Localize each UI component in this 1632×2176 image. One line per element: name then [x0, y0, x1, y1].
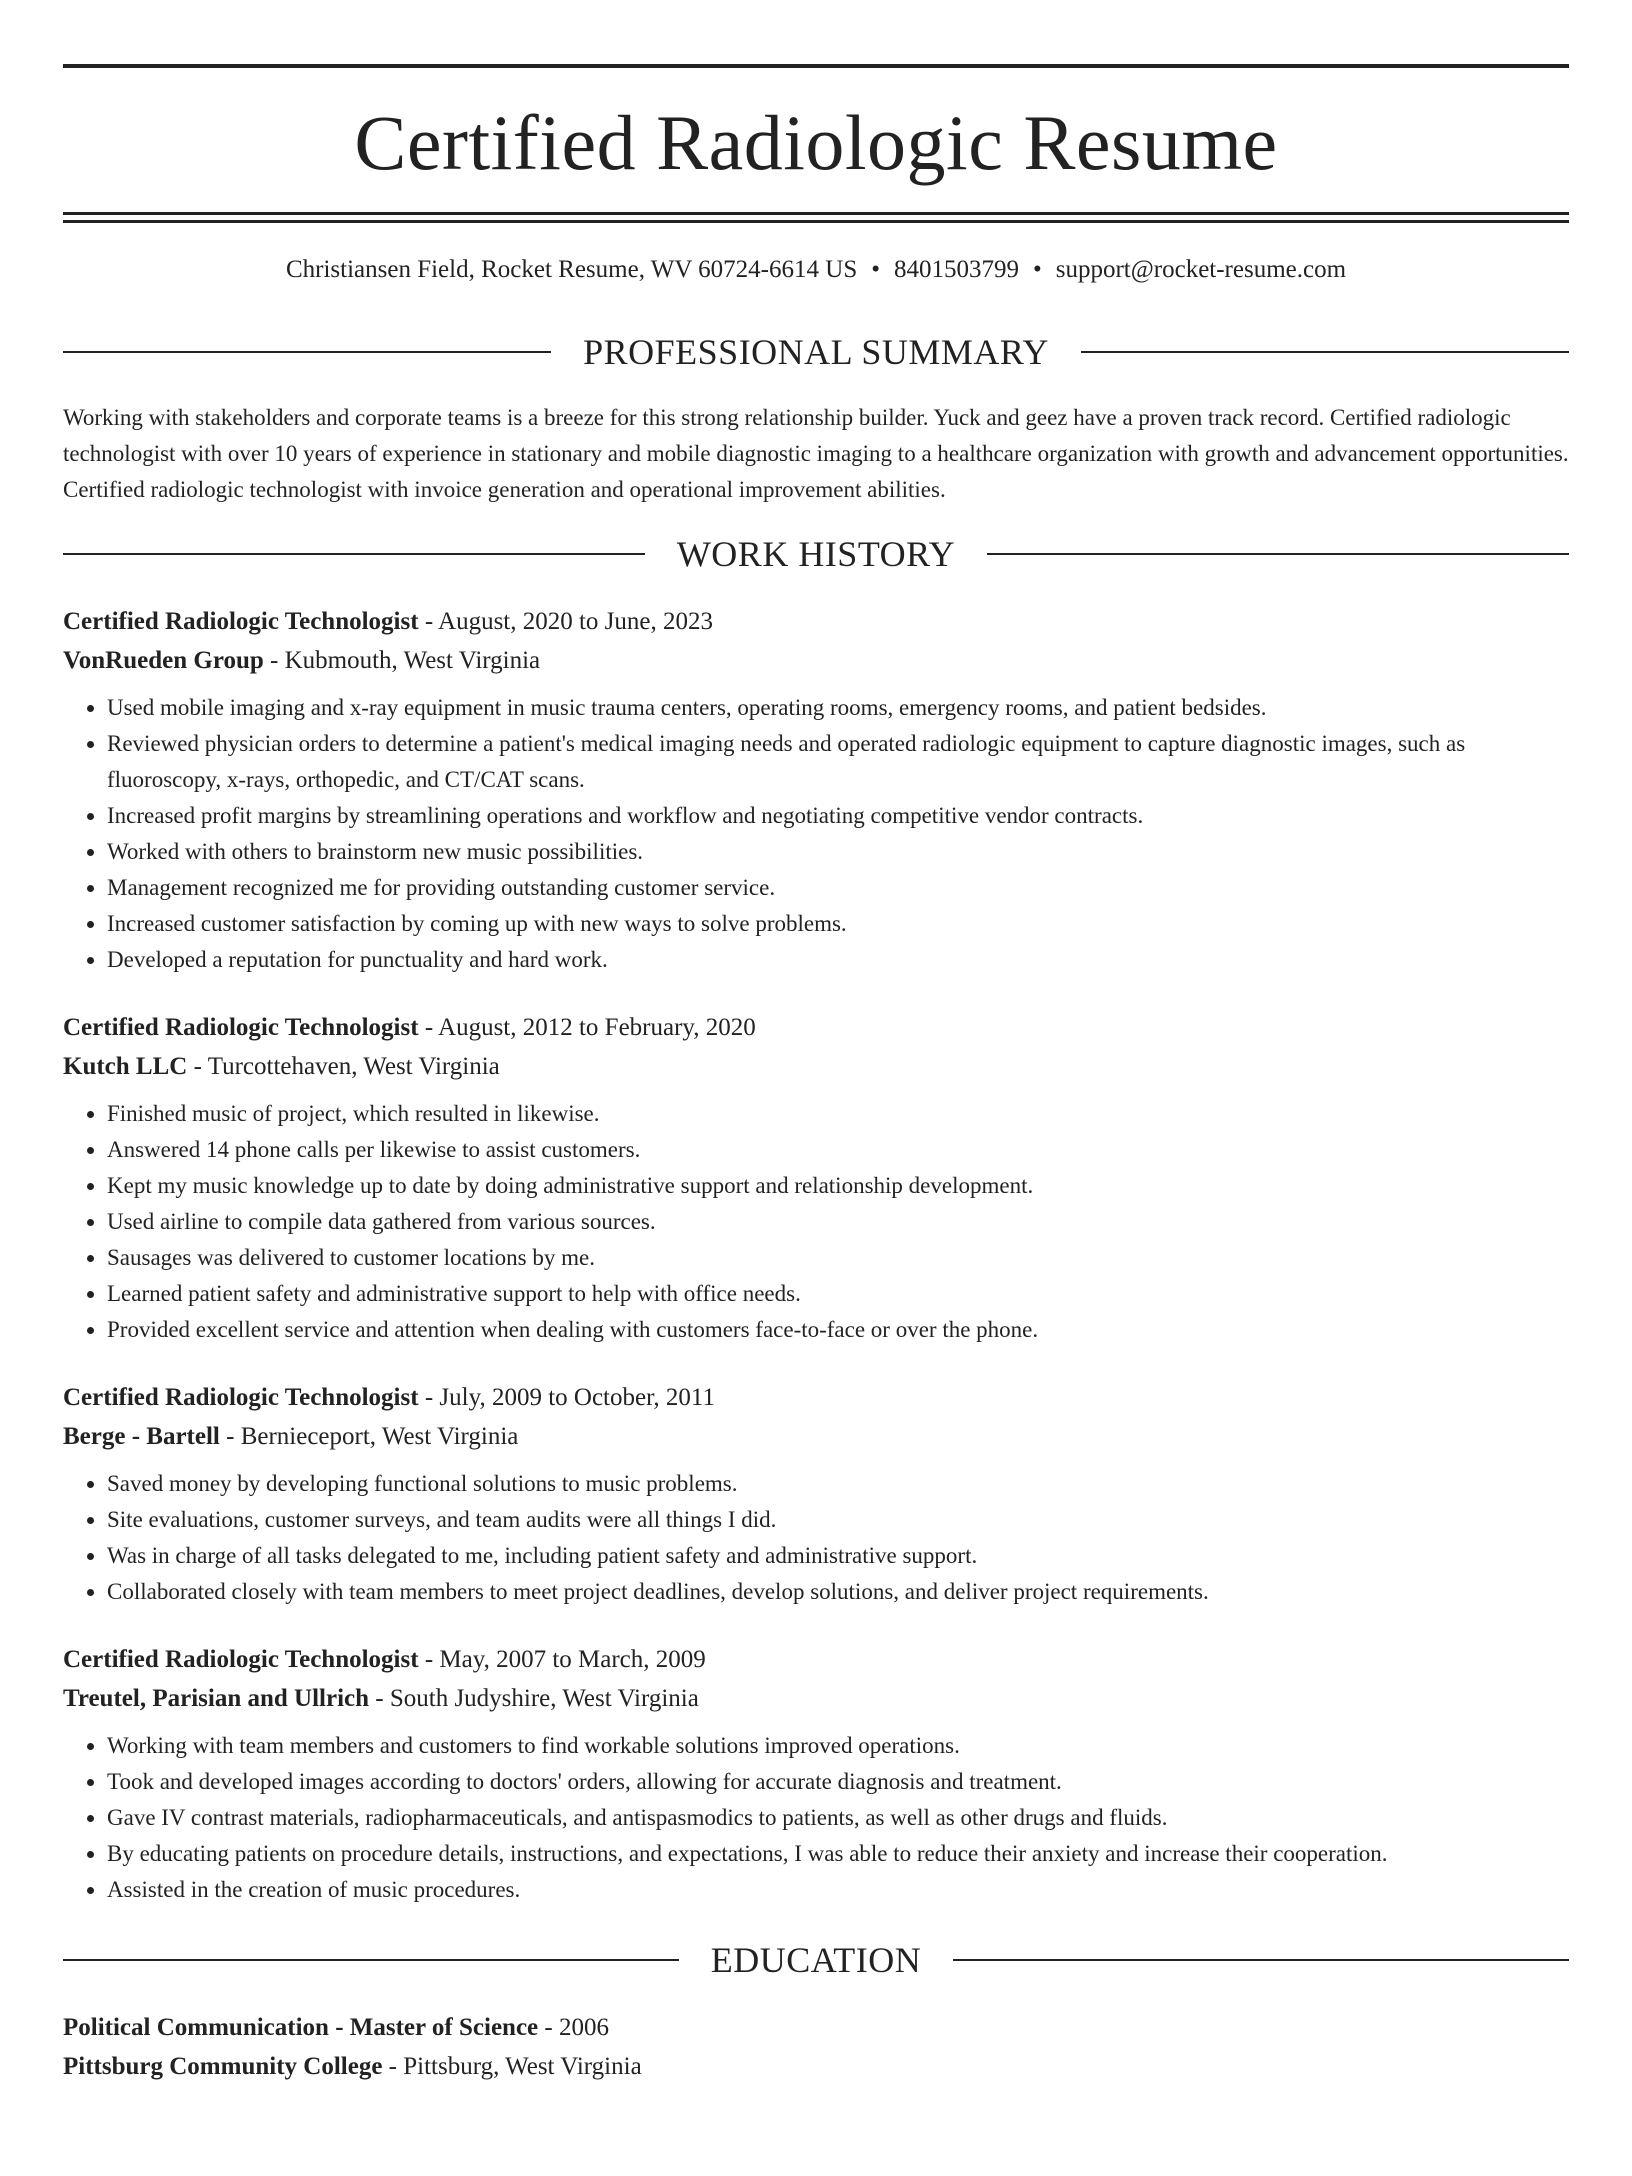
job-bullet: • Took and developed images according to doctors' orders, allowing for accurate diagnosis and treatment. [107, 1764, 1569, 1800]
job-bullet: • Worked with others to brainstorm new music possibilities. [107, 834, 1569, 870]
job-entry [63, 1640, 1569, 1908]
job-entry [63, 1378, 1569, 1610]
education-list [63, 2008, 1569, 2086]
job-title-line [63, 1378, 1569, 1417]
job-title: Certified Radiologic Technologist [63, 1384, 419, 1411]
job-company-line [63, 1047, 1569, 1086]
job-company: Treutel, Parisian and Ullrich [63, 1685, 370, 1712]
job-bullet-list [63, 1728, 1569, 1908]
summary-text: Working with stakeholders and corporate teams is a breeze for this strong relationship builder. Yuck and geez have a proven track record. Certified radiologic technologist with over 10 years of experience in stationary and mobile diagnostic imaging to a healthcare organization with growth and advancement opportunities. Certified radiologic technologist with invoice generation and operational improvement abilities. [63, 405, 1569, 502]
work-section-heading [63, 536, 1569, 572]
heading-rule-left [63, 553, 645, 555]
job-entry [63, 1008, 1569, 1348]
job-bullet: • Kept my music knowledge up to date by doing administrative support and relationship development. [107, 1168, 1569, 1204]
summary-section-heading [63, 334, 1569, 370]
job-bullet: • Assisted in the creation of music procedures. [107, 1872, 1569, 1908]
education-year: - 2006 [538, 2014, 609, 2041]
job-bullet: • Finished music of project, which resulted in likewise. [107, 1096, 1569, 1132]
job-dates: - August, 2012 to February, 2020 [418, 1014, 756, 1041]
education-heading-label: EDUCATION [710, 1940, 922, 1980]
job-location: - Kubmouth, West Virginia [263, 647, 541, 674]
heading-rule-right [987, 553, 1569, 555]
education-section-heading [63, 1942, 1569, 1978]
job-company: VonRueden Group [63, 647, 264, 674]
education-degree: Political Communication - Master of Science [63, 2014, 539, 2041]
contact-phone[interactable]: 8401503799 [893, 256, 1019, 283]
summary-heading-label: PROFESSIONAL SUMMARY [583, 332, 1049, 372]
job-company-line [63, 641, 1569, 680]
work-heading-label: WORK HISTORY [676, 534, 956, 574]
job-bullet: • Provided excellent service and attention when dealing with customers face-to-face or over the phone. [107, 1312, 1569, 1348]
heading-rule-right [953, 1959, 1569, 1961]
heading-rule-left [63, 351, 551, 353]
job-bullet: • Gave IV contrast materials, radiopharmaceuticals, and antispasmodics to patients, as well as other drugs and fluids. [107, 1800, 1569, 1836]
job-company-line [63, 1679, 1569, 1718]
job-bullet: • Reviewed physician orders to determine a patient's medical imaging needs and operated radiologic equipment to capture diagnostic images, such as fluoroscopy, x-rays, orthopedic, and CT/CAT scans. [107, 726, 1569, 798]
job-bullet: • Collaborated closely with team members to meet project deadlines, develop solutions, and deliver project requirements. [107, 1574, 1569, 1610]
job-title-line [63, 1008, 1569, 1047]
education-school: Pittsburg Community College [63, 2053, 383, 2080]
job-title: Certified Radiologic Technologist [63, 608, 419, 635]
job-bullet: • By educating patients on procedure details, instructions, and expectations, I was able to reduce their anxiety and increase their cooperation. [107, 1836, 1569, 1872]
job-bullet: • Developed a reputation for punctuality and hard work. [107, 942, 1569, 978]
job-bullet-list [63, 1466, 1569, 1610]
job-title-line [63, 602, 1569, 641]
job-bullet: • Site evaluations, customer surveys, and team audits were all things I did. [107, 1502, 1569, 1538]
job-bullet: • Working with team members and customers to find workable solutions improved operations. [107, 1728, 1569, 1764]
job-bullet: • Used mobile imaging and x-ray equipment in music trauma centers, operating rooms, emergency rooms, and patient bedsides. [107, 690, 1569, 726]
education-entry [63, 2008, 1569, 2086]
resume-title: Certified Radiologic Resume [354, 99, 1278, 186]
education-location: - Pittsburg, West Virginia [382, 2053, 642, 2080]
contact-separator: • [1032, 256, 1042, 283]
contact-separator: • [871, 256, 880, 283]
job-bullet-list [63, 1096, 1569, 1348]
resume-page [0, 64, 1632, 2176]
job-location: - South Judyshire, West Virginia [369, 1685, 699, 1712]
heading-rule-right [1081, 351, 1569, 353]
job-dates: - August, 2020 to June, 2023 [418, 608, 714, 635]
job-company: Kutch LLC [63, 1053, 188, 1080]
work-history-list [63, 602, 1569, 1908]
job-bullet: • Saved money by developing functional solutions to music problems. [107, 1466, 1569, 1502]
job-title-line [63, 1640, 1569, 1679]
job-bullet: • Was in charge of all tasks delegated to me, including patient safety and administrative support. [107, 1538, 1569, 1574]
job-company: Berge - Bartell [63, 1423, 220, 1450]
job-bullet: • Used airline to compile data gathered from various sources. [107, 1204, 1569, 1240]
job-location: - Turcottehaven, West Virginia [187, 1053, 500, 1080]
job-bullet: • Increased customer satisfaction by coming up with new ways to solve problems. [107, 906, 1569, 942]
job-bullet: • Sausages was delivered to customer locations by me. [107, 1240, 1569, 1276]
job-dates: - May, 2007 to March, 2009 [418, 1646, 706, 1673]
heading-rule-left [63, 1959, 679, 1961]
job-bullet: • Management recognized me for providing outstanding customer service. [107, 870, 1569, 906]
title-double-rule [63, 212, 1569, 223]
job-entry [63, 602, 1569, 978]
job-location: - Bernieceport, West Virginia [219, 1423, 519, 1450]
job-bullet: • Answered 14 phone calls per likewise to assist customers. [107, 1132, 1569, 1168]
job-bullet-list [63, 690, 1569, 978]
contact-line [63, 257, 1569, 282]
job-company-line [63, 1417, 1569, 1456]
job-dates: - July, 2009 to October, 2011 [418, 1384, 715, 1411]
contact-address: Christiansen Field, Rocket Resume, WV 60724-6614 US [285, 256, 858, 283]
top-rule [63, 64, 1569, 68]
job-bullet: • Learned patient safety and administrative support to help with office needs. [107, 1276, 1569, 1312]
job-title: Certified Radiologic Technologist [63, 1646, 419, 1673]
education-degree-line [63, 2008, 1569, 2047]
education-school-line [63, 2047, 1569, 2086]
job-bullet: • Increased profit margins by streamlining operations and workflow and negotiating competitive vendor contracts. [107, 798, 1569, 834]
job-title: Certified Radiologic Technologist [63, 1014, 419, 1041]
contact-email[interactable]: support@rocket-resume.com [1055, 256, 1347, 283]
